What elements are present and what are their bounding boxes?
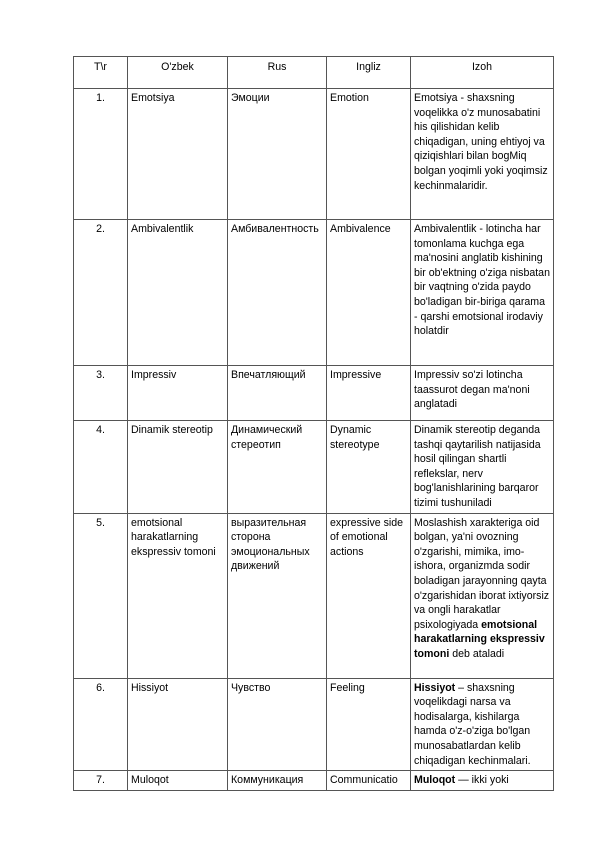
term-russian: Коммуникация	[228, 771, 327, 791]
note-text: deb ataladi	[449, 647, 505, 660]
term-uzbek: Impressiv	[128, 366, 228, 421]
table-row	[74, 678, 554, 771]
header-number: T\r	[74, 57, 128, 89]
note-text: – shaxsning voqelikdagi narsa va hodisalarga, kishilarga hamda o'z-o'ziga bo'lgan munosabatlardan kelib chiqadigan kechinmalari.	[414, 681, 531, 767]
note-text: Impressiv so'zi lotincha taassurot degan ma'noni anglatadi	[414, 369, 530, 411]
term-russian: Амбивалентность	[228, 220, 327, 366]
header-english: Ingliz	[327, 57, 411, 89]
row-number: 5.	[74, 513, 128, 678]
term-uzbek: Muloqot	[128, 771, 228, 791]
term-note	[411, 421, 554, 514]
term-english: Feeling	[327, 678, 411, 771]
term-english: Dynamic stereotype	[327, 421, 411, 514]
term-english: expressive side of emotional actions	[327, 513, 411, 678]
term-note	[411, 220, 554, 366]
term-uzbek: emotsional harakatlarning ekspressiv tomoni	[128, 513, 228, 678]
note-bold-term: emotsional harakatlarning ekspressiv tomoni	[414, 618, 545, 660]
term-note	[411, 771, 554, 791]
header-uzbek: O'zbek	[128, 57, 228, 89]
term-note	[411, 366, 554, 421]
term-russian: Чувство	[228, 678, 327, 771]
table-row	[74, 89, 554, 220]
table-row	[74, 421, 554, 514]
term-english: Ambivalence	[327, 220, 411, 366]
term-english: Communicatio	[327, 771, 411, 791]
term-uzbek: Dinamik stereotip	[128, 421, 228, 514]
term-russian: Эмоции	[228, 89, 327, 220]
note-text: Emotsiya - shaxsning voqelikka o'z munosabatini his qilishidan kelib chiqadigan, uning ehtiyoj va qiziqishlari bilan bogMiq bolgan yoqimli yoki yoqimsiz kechinmalaridir.	[414, 92, 548, 192]
term-note	[411, 89, 554, 220]
term-russian: Динамический стереотип	[228, 421, 327, 514]
term-english: Impressive	[327, 366, 411, 421]
note-text: — ikki yoki	[455, 774, 509, 787]
table-row	[74, 771, 554, 791]
row-number: 4.	[74, 421, 128, 514]
glossary-table	[73, 56, 554, 791]
row-number: 1.	[74, 89, 128, 220]
term-uzbek: Emotsiya	[128, 89, 228, 220]
header-note: Izoh	[411, 57, 554, 89]
table-row	[74, 366, 554, 421]
note-bold-term: Muloqot	[414, 774, 456, 787]
term-russian: Впечатляющий	[228, 366, 327, 421]
note-text-prefix: Moslashish xarakteriga oid bolgan, ya'ni ovozning o'zgarishi, mimika, imo-ishora, organizmda sodir boladigan jarayonning qayta o'zgarishidan iborat ixtiyorsiz va ongli harakatlar psixologiyada	[414, 516, 550, 631]
term-english: Emotion	[327, 89, 411, 220]
term-note	[411, 678, 554, 771]
term-note	[411, 513, 554, 678]
header-row	[74, 57, 554, 89]
row-number: 2.	[74, 220, 128, 366]
note-bold-term: Hissiyot	[414, 681, 456, 694]
term-uzbek: Hissiyot	[128, 678, 228, 771]
note-text: Ambivalentlik - lotincha har tomonlama kuchga ega ma'nosini anglatib kishining bir ob'ektning o'ziga nisbatan bir vaqtning o'zida paydo bo'ladigan bir-biriga qarama - qarshi emotsional irodaviy holatdir	[414, 223, 550, 338]
row-number: 7.	[74, 771, 128, 791]
row-number: 3.	[74, 366, 128, 421]
note-text: Dinamik stereotip deganda tashqi qaytarilish natijasida hosil qilingan shartli reflekslar, nerv bog'lanishlarining barqaror tizimi tushuniladi	[414, 424, 541, 509]
header-russian: Rus	[228, 57, 327, 89]
term-russian: выразительная сторона эмоциональных движений	[228, 513, 327, 678]
row-number: 6.	[74, 678, 128, 771]
table-row	[74, 220, 554, 366]
table-row	[74, 513, 554, 678]
term-uzbek: Ambivalentlik	[128, 220, 228, 366]
